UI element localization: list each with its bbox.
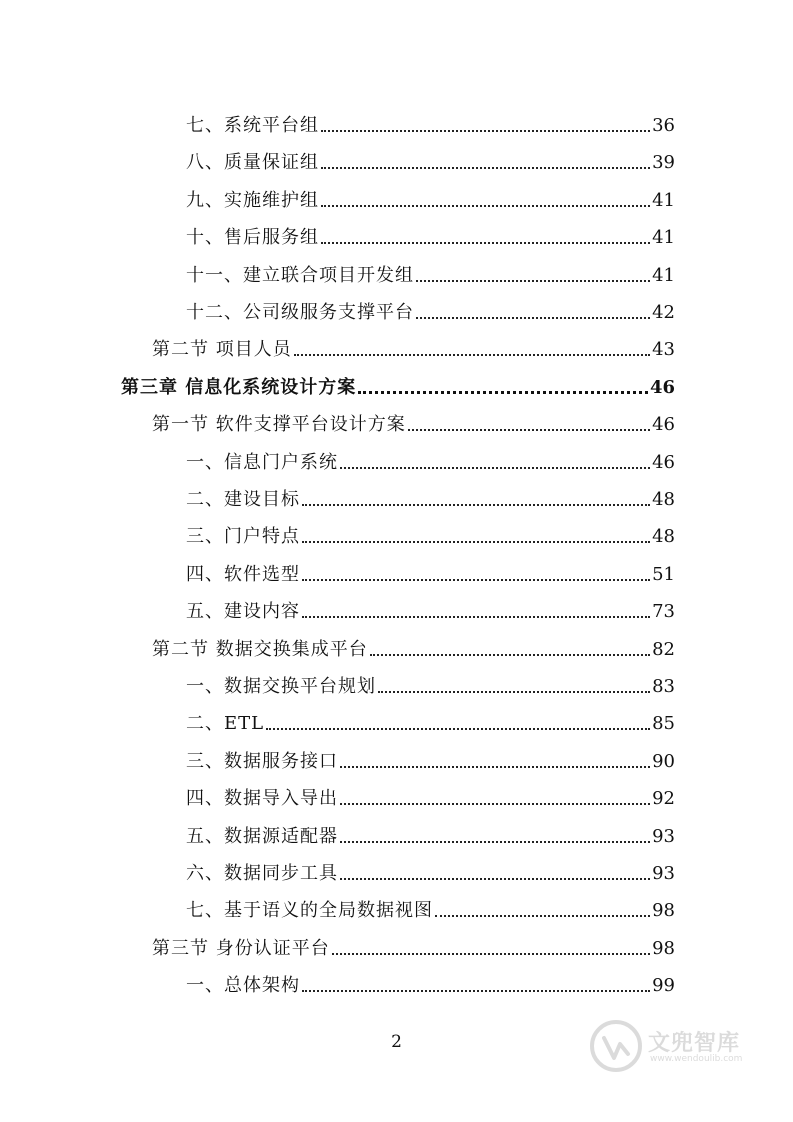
toc-page-number: 93: [652, 863, 675, 884]
toc-page-number: 41: [652, 264, 675, 286]
toc-title: 第二节 项目人员: [152, 339, 292, 361]
toc-leader-dots: [266, 728, 650, 730]
toc-title: 五、数据源适配器: [186, 825, 338, 847]
toc-leader-dots: [416, 317, 650, 319]
toc-row[interactable]: [121, 362, 675, 399]
toc-title: 十一、建立联合项目开发组: [186, 264, 414, 286]
toc-page-number: 39: [652, 152, 675, 174]
toc-title: 九、实施维护组: [186, 189, 319, 211]
toc-title: 第二节 数据交换集成平台: [152, 638, 368, 660]
toc-page-number: 92: [652, 788, 675, 810]
toc-page-number: 51: [652, 563, 675, 585]
toc-leader-dots: [321, 242, 650, 244]
toc-page-number: 41: [652, 227, 675, 249]
toc-leader-dots: [340, 766, 650, 768]
toc-title: 第三章 信息化系统设计方案: [121, 376, 357, 398]
toc-leader-dots: [321, 167, 650, 169]
toc-row[interactable]: [186, 586, 675, 623]
toc-title: 二、ETL: [186, 713, 265, 735]
toc-leader-dots: [340, 803, 650, 805]
watermark-brand: 文兜智库: [648, 1031, 741, 1056]
toc-row[interactable]: [186, 100, 675, 137]
toc-page-number: 43: [652, 339, 675, 361]
toc-leader-dots: [321, 205, 650, 207]
toc-title: 五、建设内容: [186, 601, 300, 623]
toc-leader-dots: [302, 504, 650, 506]
toc-leader-dots: [378, 691, 650, 693]
toc-row[interactable]: [186, 661, 675, 698]
toc-title: 一、数据交换平台规划: [186, 676, 376, 697]
toc-title: 三、门户特点: [186, 526, 300, 548]
toc-leader-dots: [302, 541, 650, 543]
watermark-url: www.wendoulib.com: [650, 1054, 743, 1064]
toc-title: 四、软件选型: [186, 563, 300, 585]
toc-leader-dots: [340, 841, 650, 843]
toc-leader-dots: [302, 579, 650, 581]
toc-leader-dots: [408, 429, 650, 431]
toc-leader-dots: [321, 130, 650, 132]
toc-page-number: 41: [652, 189, 675, 211]
toc-title: 四、数据导入导出: [186, 788, 338, 810]
toc-leader-dots: [370, 654, 650, 656]
toc-page-number: 36: [652, 115, 675, 136]
toc-page-number: 83: [652, 676, 675, 697]
toc-leader-dots: [302, 616, 650, 618]
toc-page-number: 46: [649, 376, 675, 398]
toc-page-number: 73: [652, 601, 675, 623]
toc-page-number: 82: [652, 638, 675, 660]
toc-page-number: 46: [652, 451, 675, 473]
toc-title: 第三节 身份认证平台: [152, 937, 330, 959]
toc-page-number: 90: [652, 750, 675, 772]
toc-page-number: 85: [652, 713, 675, 735]
toc-row[interactable]: [152, 324, 675, 361]
toc-row[interactable]: [186, 811, 675, 848]
toc-title: 七、系统平台组: [186, 115, 319, 136]
toc-title: 一、信息门户系统: [186, 451, 338, 473]
toc-title: 第一节 软件支撑平台设计方案: [152, 414, 406, 436]
toc-leader-dots: [332, 953, 650, 955]
watermark-logo-icon: [588, 1018, 644, 1074]
toc-row[interactable]: [152, 399, 675, 436]
toc-leader-dots: [435, 915, 650, 917]
toc-page-number: 93: [652, 825, 675, 847]
toc-title: 十、售后服务组: [186, 227, 319, 249]
toc-leader-dots: [340, 878, 650, 880]
toc-title: 二、建设目标: [186, 489, 300, 510]
toc-leader-dots: [294, 354, 650, 356]
toc-row[interactable]: [186, 212, 675, 249]
toc-leader-dots: [416, 280, 650, 282]
page-number: 2: [391, 1032, 402, 1052]
toc-page-number: 48: [652, 489, 675, 510]
toc-row[interactable]: [186, 511, 675, 548]
toc-title: 六、数据同步工具: [186, 863, 338, 884]
toc-title: 七、基于语义的全局数据视图: [186, 900, 433, 922]
toc-row[interactable]: [186, 250, 675, 287]
toc-page-number: 98: [652, 900, 675, 922]
toc-title: 三、数据服务接口: [186, 750, 338, 772]
toc-row[interactable]: [186, 885, 675, 922]
toc-page-number: 48: [652, 526, 675, 548]
toc-title: 八、质量保证组: [186, 152, 319, 174]
toc-row[interactable]: [186, 474, 675, 511]
toc-row[interactable]: [186, 287, 675, 324]
toc-row[interactable]: [186, 437, 675, 474]
toc-leader-dots: [358, 391, 648, 394]
toc-row[interactable]: [152, 923, 675, 960]
toc-title: 十二、公司级服务支撑平台: [186, 302, 414, 323]
toc-row[interactable]: [186, 137, 675, 174]
toc-page-number: 46: [652, 414, 675, 436]
toc-leader-dots: [340, 467, 650, 469]
toc-row[interactable]: [152, 624, 675, 661]
toc-page-number: 42: [652, 302, 675, 323]
toc-page-number: 98: [652, 937, 675, 959]
toc-page-number: 99: [652, 975, 675, 997]
toc-row[interactable]: [186, 736, 675, 773]
toc-title: 一、总体架构: [186, 975, 300, 997]
toc-leader-dots: [302, 990, 650, 992]
watermark: [588, 1018, 758, 1074]
toc-row[interactable]: [186, 848, 675, 885]
toc-row[interactable]: [186, 960, 675, 997]
toc-row[interactable]: [186, 549, 675, 586]
toc-row[interactable]: [186, 175, 675, 212]
toc-row[interactable]: [186, 773, 675, 810]
toc-row[interactable]: [186, 698, 675, 735]
